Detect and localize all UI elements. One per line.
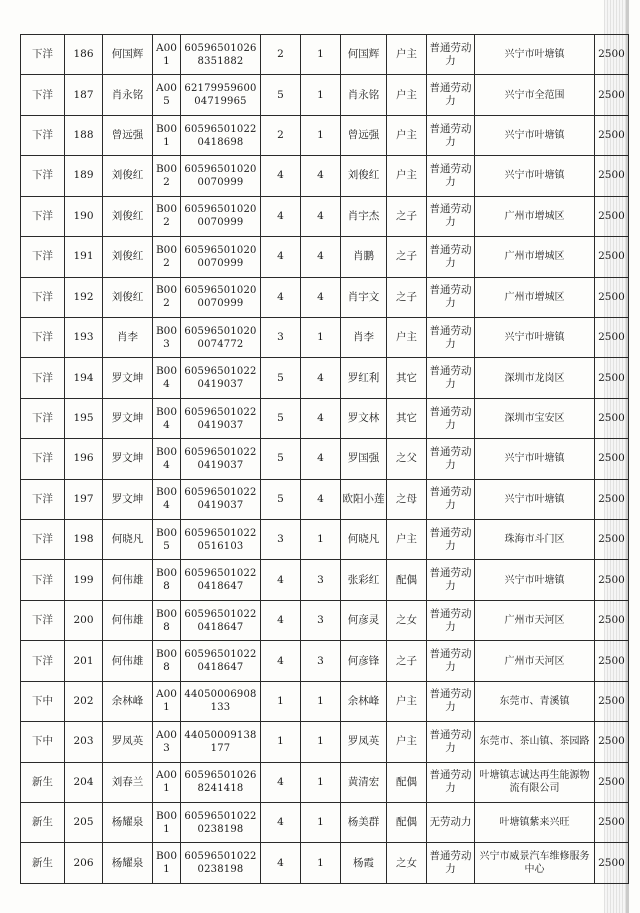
serial-number-cell: 193 [65, 317, 103, 357]
household-size-cell: 5 [261, 398, 301, 438]
table-row [21, 600, 629, 640]
labor-count-cell: 1 [301, 520, 341, 560]
bank-account-cell: 605965010220238198 [181, 843, 261, 884]
household-code-cell: B008 [153, 641, 181, 681]
household-size-cell: 4 [261, 641, 301, 681]
relationship-cell: 户主 [387, 156, 427, 196]
village-cell: 下洋 [21, 277, 65, 317]
member-name-cell: 肖永铭 [341, 75, 387, 115]
household-size-cell: 4 [261, 762, 301, 802]
household-head-cell: 罗文坤 [103, 439, 153, 479]
household-size-cell: 3 [261, 317, 301, 357]
table-row [21, 641, 629, 681]
subsidy-amount-cell: 2500 [595, 317, 629, 357]
household-head-cell: 何国辉 [103, 35, 153, 75]
labor-count-cell: 1 [301, 803, 341, 843]
bank-account-cell: 605965010220516103 [181, 520, 261, 560]
table-row [21, 358, 629, 398]
household-code-cell: B002 [153, 237, 181, 277]
labor-count-cell: 1 [301, 115, 341, 155]
member-name-cell: 何国辉 [341, 35, 387, 75]
subsidy-amount-cell: 2500 [595, 641, 629, 681]
household-code-cell: B002 [153, 277, 181, 317]
table-row [21, 237, 629, 277]
bank-account-cell: 605965010220418647 [181, 641, 261, 681]
household-code-cell: A005 [153, 75, 181, 115]
subsidy-amount-cell: 2500 [595, 439, 629, 479]
subsidy-amount-cell: 2500 [595, 681, 629, 721]
village-cell: 下洋 [21, 156, 65, 196]
bank-account-cell: 605965010220418698 [181, 115, 261, 155]
table-row [21, 196, 629, 236]
household-code-cell: B005 [153, 520, 181, 560]
labor-type-cell: 普通劳动力 [427, 75, 475, 115]
bank-account-cell: 605965010220418647 [181, 600, 261, 640]
labor-count-cell: 3 [301, 600, 341, 640]
labor-type-cell: 普通劳动力 [427, 439, 475, 479]
subsidy-amount-cell: 2500 [595, 803, 629, 843]
member-name-cell: 罗国强 [341, 439, 387, 479]
bank-account-cell: 605965010200070999 [181, 196, 261, 236]
work-location-cell: 兴宁市全范围 [475, 75, 595, 115]
relationship-cell: 之母 [387, 479, 427, 519]
labor-type-cell: 普通劳动力 [427, 237, 475, 277]
household-head-cell: 杨耀泉 [103, 803, 153, 843]
work-location-cell: 广州市天河区 [475, 600, 595, 640]
table-row [21, 398, 629, 438]
table-row [21, 439, 629, 479]
household-size-cell: 2 [261, 115, 301, 155]
household-head-cell: 余林峰 [103, 681, 153, 721]
serial-number-cell: 206 [65, 843, 103, 884]
village-cell: 新生 [21, 843, 65, 884]
table-row [21, 560, 629, 600]
village-cell: 下洋 [21, 358, 65, 398]
household-head-cell: 何伟雄 [103, 560, 153, 600]
household-size-cell: 5 [261, 358, 301, 398]
village-cell: 下洋 [21, 237, 65, 277]
labor-type-cell: 无劳动力 [427, 803, 475, 843]
table-row [21, 75, 629, 115]
village-cell: 下洋 [21, 398, 65, 438]
serial-number-cell: 191 [65, 237, 103, 277]
serial-number-cell: 204 [65, 762, 103, 802]
bank-account-cell: 605965010200074772 [181, 317, 261, 357]
village-cell: 下洋 [21, 115, 65, 155]
member-name-cell: 余林峰 [341, 681, 387, 721]
bank-account-cell: 605965010220419037 [181, 398, 261, 438]
household-head-cell: 罗文坤 [103, 479, 153, 519]
member-name-cell: 罗凤英 [341, 722, 387, 762]
relationship-cell: 之女 [387, 843, 427, 884]
subsidy-amount-cell: 2500 [595, 843, 629, 884]
bank-account-cell: 605965010268241418 [181, 762, 261, 802]
serial-number-cell: 195 [65, 398, 103, 438]
member-name-cell: 肖李 [341, 317, 387, 357]
subsidy-amount-cell: 2500 [595, 277, 629, 317]
work-location-cell: 兴宁市叶塘镇 [475, 35, 595, 75]
household-size-cell: 4 [261, 237, 301, 277]
household-code-cell: B001 [153, 115, 181, 155]
serial-number-cell: 189 [65, 156, 103, 196]
work-location-cell: 深圳市龙岗区 [475, 358, 595, 398]
labor-count-cell: 4 [301, 439, 341, 479]
relationship-cell: 户主 [387, 317, 427, 357]
work-location-cell: 深圳市宝安区 [475, 398, 595, 438]
household-size-cell: 4 [261, 277, 301, 317]
bank-account-cell: 605965010220419037 [181, 439, 261, 479]
labor-count-cell: 4 [301, 156, 341, 196]
member-name-cell: 何彦锋 [341, 641, 387, 681]
serial-number-cell: 188 [65, 115, 103, 155]
household-code-cell: B004 [153, 398, 181, 438]
bank-account-cell: 605965010220419037 [181, 479, 261, 519]
labor-type-cell: 普通劳动力 [427, 520, 475, 560]
member-name-cell: 杨霞 [341, 843, 387, 884]
village-cell: 下洋 [21, 439, 65, 479]
household-code-cell: A001 [153, 762, 181, 802]
work-location-cell: 叶塘镇志诚达再生能源物流有限公司 [475, 762, 595, 802]
household-size-cell: 3 [261, 520, 301, 560]
table-row [21, 681, 629, 721]
serial-number-cell: 205 [65, 803, 103, 843]
work-location-cell: 叶塘镇紫来兴旺 [475, 803, 595, 843]
village-cell: 下洋 [21, 600, 65, 640]
serial-number-cell: 200 [65, 600, 103, 640]
labor-count-cell: 4 [301, 196, 341, 236]
member-name-cell: 肖宇杰 [341, 196, 387, 236]
work-location-cell: 广州市增城区 [475, 196, 595, 236]
household-code-cell: A001 [153, 35, 181, 75]
household-head-cell: 曾远强 [103, 115, 153, 155]
relationship-cell: 其它 [387, 358, 427, 398]
household-head-cell: 何伟雄 [103, 600, 153, 640]
relationship-cell: 配偶 [387, 560, 427, 600]
labor-type-cell: 普通劳动力 [427, 762, 475, 802]
labor-type-cell: 普通劳动力 [427, 317, 475, 357]
labor-type-cell: 普通劳动力 [427, 358, 475, 398]
subsidy-amount-cell: 2500 [595, 520, 629, 560]
serial-number-cell: 198 [65, 520, 103, 560]
household-size-cell: 4 [261, 560, 301, 600]
table-row [21, 156, 629, 196]
household-size-cell: 4 [261, 600, 301, 640]
labor-type-cell: 普通劳动力 [427, 115, 475, 155]
household-head-cell: 罗文坤 [103, 398, 153, 438]
household-head-cell: 肖永铭 [103, 75, 153, 115]
labor-type-cell: 普通劳动力 [427, 560, 475, 600]
bank-account-cell: 605965010220418647 [181, 560, 261, 600]
household-head-cell: 刘春兰 [103, 762, 153, 802]
household-code-cell: B008 [153, 560, 181, 600]
relationship-cell: 之子 [387, 641, 427, 681]
labor-type-cell: 普通劳动力 [427, 479, 475, 519]
work-location-cell: 广州市增城区 [475, 237, 595, 277]
household-size-cell: 4 [261, 196, 301, 236]
work-location-cell: 兴宁市叶塘镇 [475, 317, 595, 357]
village-cell: 下洋 [21, 560, 65, 600]
table-row [21, 35, 629, 75]
household-size-cell: 5 [261, 479, 301, 519]
labor-count-cell: 4 [301, 237, 341, 277]
member-name-cell: 黄清宏 [341, 762, 387, 802]
household-size-cell: 4 [261, 156, 301, 196]
relationship-cell: 其它 [387, 398, 427, 438]
labor-count-cell: 3 [301, 560, 341, 600]
household-code-cell: B004 [153, 479, 181, 519]
relationship-cell: 户主 [387, 520, 427, 560]
household-code-cell: B001 [153, 843, 181, 884]
household-code-cell: B001 [153, 803, 181, 843]
household-size-cell: 2 [261, 35, 301, 75]
relationship-cell: 户主 [387, 35, 427, 75]
subsidy-amount-cell: 2500 [595, 560, 629, 600]
household-head-cell: 杨耀泉 [103, 843, 153, 884]
household-size-cell: 5 [261, 75, 301, 115]
bank-account-cell: 605965010200070999 [181, 156, 261, 196]
serial-number-cell: 203 [65, 722, 103, 762]
work-location-cell: 广州市增城区 [475, 277, 595, 317]
table-row [21, 479, 629, 519]
member-name-cell: 杨美群 [341, 803, 387, 843]
labor-type-cell: 普通劳动力 [427, 277, 475, 317]
work-location-cell: 珠海市斗门区 [475, 520, 595, 560]
relationship-cell: 配偶 [387, 803, 427, 843]
subsidy-amount-cell: 2500 [595, 75, 629, 115]
serial-number-cell: 194 [65, 358, 103, 398]
table-row [21, 115, 629, 155]
table-row [21, 277, 629, 317]
subsidy-amount-cell: 2500 [595, 722, 629, 762]
village-cell: 下洋 [21, 35, 65, 75]
serial-number-cell: 190 [65, 196, 103, 236]
relationship-cell: 之子 [387, 277, 427, 317]
relationship-cell: 之子 [387, 196, 427, 236]
bank-account-cell: 605965010220419037 [181, 358, 261, 398]
table-row [21, 722, 629, 762]
relationship-cell: 之女 [387, 600, 427, 640]
household-code-cell: B002 [153, 156, 181, 196]
labor-type-cell: 普通劳动力 [427, 398, 475, 438]
subsidy-amount-cell: 2500 [595, 156, 629, 196]
village-cell: 下洋 [21, 317, 65, 357]
household-head-cell: 何晓凡 [103, 520, 153, 560]
household-head-cell: 刘俊红 [103, 277, 153, 317]
member-name-cell: 何彦灵 [341, 600, 387, 640]
labor-count-cell: 1 [301, 762, 341, 802]
member-name-cell: 何晓凡 [341, 520, 387, 560]
labor-count-cell: 4 [301, 358, 341, 398]
labor-type-cell: 普通劳动力 [427, 156, 475, 196]
serial-number-cell: 186 [65, 35, 103, 75]
table-row [21, 520, 629, 560]
relationship-cell: 户主 [387, 681, 427, 721]
serial-number-cell: 202 [65, 681, 103, 721]
member-name-cell: 欧阳小莲 [341, 479, 387, 519]
subsidy-amount-cell: 2500 [595, 762, 629, 802]
village-cell: 下洋 [21, 641, 65, 681]
member-name-cell: 罗红利 [341, 358, 387, 398]
labor-type-cell: 普通劳动力 [427, 843, 475, 884]
labor-count-cell: 1 [301, 75, 341, 115]
village-cell: 下洋 [21, 196, 65, 236]
household-size-cell: 5 [261, 439, 301, 479]
labor-count-cell: 3 [301, 641, 341, 681]
village-cell: 下洋 [21, 520, 65, 560]
subsidy-amount-cell: 2500 [595, 358, 629, 398]
labor-count-cell: 1 [301, 722, 341, 762]
subsidy-amount-cell: 2500 [595, 196, 629, 236]
member-name-cell: 肖宇文 [341, 277, 387, 317]
household-size-cell: 4 [261, 843, 301, 884]
serial-number-cell: 197 [65, 479, 103, 519]
household-code-cell: B004 [153, 358, 181, 398]
bank-account-cell: 6217995960004719965 [181, 75, 261, 115]
household-head-cell: 刘俊红 [103, 237, 153, 277]
village-cell: 新生 [21, 803, 65, 843]
labor-type-cell: 普通劳动力 [427, 681, 475, 721]
member-name-cell: 罗文林 [341, 398, 387, 438]
subsidy-amount-cell: 2500 [595, 479, 629, 519]
household-code-cell: B008 [153, 600, 181, 640]
table-row [21, 762, 629, 802]
household-code-cell: B003 [153, 317, 181, 357]
serial-number-cell: 196 [65, 439, 103, 479]
labor-count-cell: 4 [301, 277, 341, 317]
labor-type-cell: 普通劳动力 [427, 35, 475, 75]
table-row [21, 317, 629, 357]
bank-account-cell: 605965010220238198 [181, 803, 261, 843]
member-name-cell: 肖鹏 [341, 237, 387, 277]
labor-type-cell: 普通劳动力 [427, 196, 475, 236]
household-head-cell: 刘俊红 [103, 156, 153, 196]
household-head-cell: 罗文坤 [103, 358, 153, 398]
labor-count-cell: 4 [301, 479, 341, 519]
labor-count-cell: 1 [301, 317, 341, 357]
relationship-cell: 户主 [387, 722, 427, 762]
bank-account-cell: 605965010200070999 [181, 277, 261, 317]
relationship-cell: 配偶 [387, 762, 427, 802]
labor-type-cell: 普通劳动力 [427, 600, 475, 640]
work-location-cell: 兴宁市叶塘镇 [475, 479, 595, 519]
work-location-cell: 东莞市、茶山镇、茶园路 [475, 722, 595, 762]
serial-number-cell: 187 [65, 75, 103, 115]
bank-account-cell: 44050009138177 [181, 722, 261, 762]
labor-count-cell: 1 [301, 843, 341, 884]
work-location-cell: 兴宁市叶塘镇 [475, 560, 595, 600]
member-name-cell: 张彩红 [341, 560, 387, 600]
subsidy-roster-table [20, 34, 629, 884]
work-location-cell: 广州市天河区 [475, 641, 595, 681]
household-size-cell: 1 [261, 722, 301, 762]
subsidy-amount-cell: 2500 [595, 35, 629, 75]
household-size-cell: 4 [261, 803, 301, 843]
household-code-cell: A001 [153, 681, 181, 721]
work-location-cell: 兴宁市叶塘镇 [475, 115, 595, 155]
subsidy-amount-cell: 2500 [595, 115, 629, 155]
subsidy-amount-cell: 2500 [595, 600, 629, 640]
household-size-cell: 1 [261, 681, 301, 721]
work-location-cell: 东莞市、青溪镇 [475, 681, 595, 721]
village-cell: 下中 [21, 722, 65, 762]
bank-account-cell: 605965010200070999 [181, 237, 261, 277]
relationship-cell: 之子 [387, 237, 427, 277]
subsidy-amount-cell: 2500 [595, 237, 629, 277]
relationship-cell: 户主 [387, 115, 427, 155]
table-row [21, 803, 629, 843]
relationship-cell: 户主 [387, 75, 427, 115]
table-row [21, 843, 629, 884]
village-cell: 下中 [21, 681, 65, 721]
labor-count-cell: 1 [301, 681, 341, 721]
bank-account-cell: 605965010268351882 [181, 35, 261, 75]
member-name-cell: 曾远强 [341, 115, 387, 155]
household-code-cell: B004 [153, 439, 181, 479]
relationship-cell: 之父 [387, 439, 427, 479]
labor-type-cell: 普通劳动力 [427, 641, 475, 681]
household-code-cell: A003 [153, 722, 181, 762]
member-name-cell: 刘俊红 [341, 156, 387, 196]
labor-type-cell: 普通劳动力 [427, 722, 475, 762]
serial-number-cell: 199 [65, 560, 103, 600]
work-location-cell: 兴宁市叶塘镇 [475, 439, 595, 479]
subsidy-amount-cell: 2500 [595, 398, 629, 438]
household-head-cell: 何伟雄 [103, 641, 153, 681]
bank-account-cell: 44050006908133 [181, 681, 261, 721]
household-code-cell: B002 [153, 196, 181, 236]
work-location-cell: 兴宁市威景汽车维修服务中心 [475, 843, 595, 884]
village-cell: 下洋 [21, 479, 65, 519]
serial-number-cell: 192 [65, 277, 103, 317]
serial-number-cell: 201 [65, 641, 103, 681]
household-head-cell: 罗凤英 [103, 722, 153, 762]
household-head-cell: 刘俊红 [103, 196, 153, 236]
labor-count-cell: 4 [301, 398, 341, 438]
household-head-cell: 肖李 [103, 317, 153, 357]
work-location-cell: 兴宁市叶塘镇 [475, 156, 595, 196]
village-cell: 下洋 [21, 75, 65, 115]
labor-count-cell: 1 [301, 35, 341, 75]
village-cell: 新生 [21, 762, 65, 802]
